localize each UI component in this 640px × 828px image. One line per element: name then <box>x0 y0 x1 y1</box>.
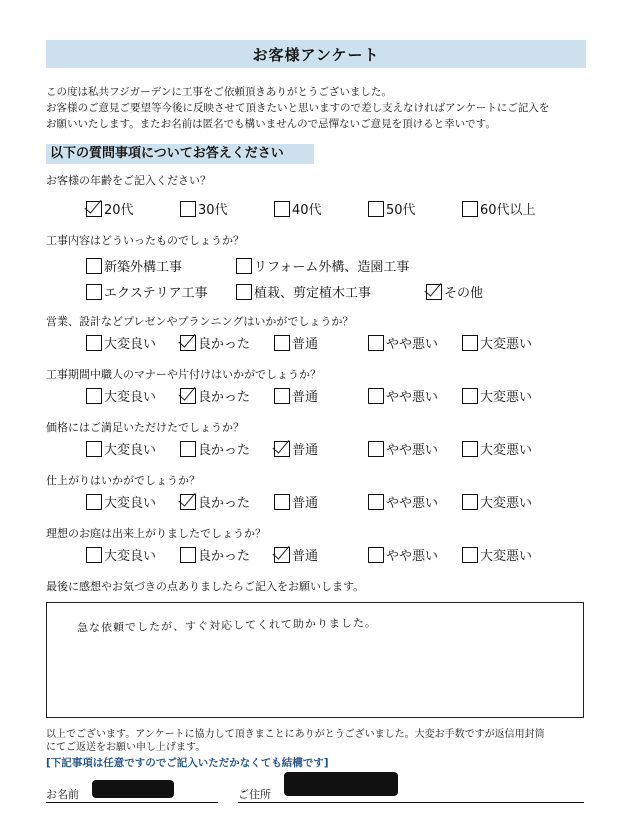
option-label: エクステリア工事 <box>104 286 208 301</box>
checkbox[interactable] <box>368 494 384 510</box>
survey-option[interactable] <box>368 386 438 405</box>
survey-option[interactable] <box>274 492 318 511</box>
checkbox[interactable] <box>368 441 384 457</box>
optional-note: [下記事項は任意ですのでご記入いただかなくても結構です] <box>46 757 329 769</box>
address-underline <box>238 802 584 803</box>
survey-option[interactable] <box>180 545 250 564</box>
closing-line: 以上でございます。アンケートに協力して頂きまことにありがとうございました。大変お手数ですが返信用封筒 <box>46 729 545 740</box>
survey-option[interactable] <box>274 333 318 352</box>
survey-option[interactable] <box>462 439 532 458</box>
survey-option[interactable] <box>426 282 483 301</box>
survey-option[interactable] <box>462 545 532 564</box>
option-label: やや悪い <box>386 549 439 564</box>
survey-option[interactable] <box>86 386 156 405</box>
survey-option[interactable] <box>368 492 438 511</box>
option-label: 普通 <box>292 390 319 405</box>
closing-text <box>46 728 606 754</box>
comment-box[interactable] <box>46 602 584 718</box>
survey-option[interactable] <box>368 439 438 458</box>
checkbox[interactable] <box>236 258 252 274</box>
option-label: 30代 <box>198 203 228 218</box>
address-redaction <box>284 772 398 796</box>
name-underline <box>46 802 218 803</box>
checkbox[interactable] <box>180 201 196 217</box>
checkbox[interactable] <box>368 201 384 217</box>
checkbox[interactable] <box>368 388 384 404</box>
survey-option[interactable] <box>86 282 208 301</box>
checkbox[interactable] <box>462 547 478 563</box>
checked-checkbox[interactable] <box>274 441 290 457</box>
option-label: やや悪い <box>386 390 439 405</box>
name-redaction <box>92 780 174 798</box>
survey-option[interactable] <box>86 256 182 275</box>
survey-option[interactable] <box>180 199 228 218</box>
section-header: 以下の質問事項についてお答えください <box>46 144 314 164</box>
checkbox[interactable] <box>86 494 102 510</box>
survey-option[interactable] <box>86 492 156 511</box>
checkbox[interactable] <box>274 201 290 217</box>
handwritten-comment: 急な依頼でしたが、すぐ対応してくれて助かりました。 <box>76 616 378 635</box>
checkbox[interactable] <box>86 441 102 457</box>
option-label: 40代 <box>292 203 322 218</box>
option-label: 大変良い <box>104 496 157 511</box>
option-label: 普通 <box>292 496 319 511</box>
option-label: 大変悪い <box>480 443 533 458</box>
survey-option[interactable] <box>462 333 532 352</box>
option-label: 普通 <box>292 337 319 352</box>
checkbox[interactable] <box>274 388 290 404</box>
survey-option[interactable] <box>274 386 318 405</box>
option-label: 植栽、剪定植木工事 <box>254 286 372 301</box>
closing-line: にてご返送をお願い申し上げます。 <box>46 742 206 753</box>
survey-option[interactable] <box>368 333 438 352</box>
option-label: その他 <box>444 286 484 301</box>
checkbox[interactable] <box>236 284 252 300</box>
checkbox[interactable] <box>86 388 102 404</box>
option-label: 普通 <box>292 549 319 564</box>
checkbox[interactable] <box>86 335 102 351</box>
checkbox[interactable] <box>274 494 290 510</box>
checkbox[interactable] <box>368 547 384 563</box>
option-label: 大変良い <box>104 390 157 405</box>
question-text: 工事期間中職人のマナーや片付けはいかがでしょうか？ <box>46 368 321 381</box>
survey-option[interactable] <box>462 492 532 511</box>
checkbox[interactable] <box>462 441 478 457</box>
option-label: 大変悪い <box>480 337 533 352</box>
option-label: やや悪い <box>386 496 439 511</box>
intro-line: この度は私共フジガーデンに工事をご依頼頂きありがとうございました。 <box>46 86 392 98</box>
survey-option[interactable] <box>86 439 156 458</box>
checkbox[interactable] <box>86 547 102 563</box>
survey-option[interactable] <box>274 199 322 218</box>
checkbox[interactable] <box>462 494 478 510</box>
checkbox[interactable] <box>86 284 102 300</box>
checked-checkbox[interactable] <box>274 547 290 563</box>
question-text: 価格にはご満足いただけたでしょうか？ <box>46 421 244 434</box>
checked-checkbox[interactable] <box>86 201 102 217</box>
survey-option[interactable] <box>86 199 134 218</box>
intro-text <box>46 84 606 132</box>
option-label: 大変良い <box>104 337 157 352</box>
checkbox[interactable] <box>180 547 196 563</box>
checked-checkbox[interactable] <box>426 284 442 300</box>
survey-option[interactable] <box>462 386 532 405</box>
option-label: やや悪い <box>386 337 439 352</box>
survey-option[interactable] <box>274 439 318 458</box>
survey-option[interactable] <box>180 333 250 352</box>
comment-prompt: 最後に感想やお気づきの点ありましたらご記入をお願いします。 <box>46 580 365 593</box>
checkbox[interactable] <box>86 258 102 274</box>
option-label: 普通 <box>292 443 319 458</box>
intro-line: お客様のご意見ご要望等今後に反映させて頂きたいと思いますので差し支えなければアンケートにご記入を <box>46 102 550 114</box>
survey-option[interactable] <box>236 256 409 275</box>
checked-checkbox[interactable] <box>180 335 196 351</box>
option-label: 良かった <box>198 496 251 511</box>
question-text: 理想のお庭は出来上がりましたでしょうか？ <box>46 527 266 540</box>
option-label: 50代 <box>386 203 416 218</box>
survey-option[interactable] <box>236 282 371 301</box>
survey-option[interactable] <box>180 492 250 511</box>
checkbox[interactable] <box>462 335 478 351</box>
survey-option[interactable] <box>368 545 438 564</box>
intro-line: お願いいたします。またお名前は匿名でも構いませんので忌憚ないご意見を頂けると幸いです。 <box>46 118 496 130</box>
survey-option[interactable] <box>274 545 318 564</box>
address-label: ご住所 <box>238 788 271 801</box>
question-text: お客様の年齢をご記入ください？ <box>46 174 211 187</box>
checkbox[interactable] <box>462 388 478 404</box>
option-label: 良かった <box>198 549 251 564</box>
question-text: 工事内容はどういったものでしょうか？ <box>46 234 244 247</box>
option-label: 大変良い <box>104 549 157 564</box>
question-text: 営業、設計などプレゼンやプランニングはいかがでしょうか？ <box>46 315 354 328</box>
checkbox[interactable] <box>274 335 290 351</box>
option-label: 大変悪い <box>480 496 533 511</box>
checked-checkbox[interactable] <box>180 494 196 510</box>
option-label: 大変悪い <box>480 549 533 564</box>
checkbox[interactable] <box>368 335 384 351</box>
survey-option[interactable] <box>86 333 156 352</box>
option-label: 大変悪い <box>480 390 533 405</box>
option-label: 大変良い <box>104 443 157 458</box>
option-label: 新築外構工事 <box>104 260 183 275</box>
survey-option[interactable] <box>462 199 536 218</box>
option-label: 良かった <box>198 337 251 352</box>
option-label: やや悪い <box>386 443 439 458</box>
survey-option[interactable] <box>180 386 250 405</box>
checkbox[interactable] <box>462 201 478 217</box>
option-label: 20代 <box>104 203 134 218</box>
option-label: 60代以上 <box>480 203 536 218</box>
question-text: 仕上がりはいかがでしょうか？ <box>46 474 200 487</box>
survey-title: お客様アンケート <box>46 40 586 68</box>
checkbox[interactable] <box>180 441 196 457</box>
checked-checkbox[interactable] <box>180 388 196 404</box>
option-label: 良かった <box>198 443 251 458</box>
survey-option[interactable] <box>368 199 416 218</box>
option-label: 良かった <box>198 390 251 405</box>
option-label: リフォーム外構、造園工事 <box>254 260 410 275</box>
survey-option[interactable] <box>180 439 250 458</box>
name-label: お名前 <box>46 788 79 801</box>
survey-option[interactable] <box>86 545 156 564</box>
